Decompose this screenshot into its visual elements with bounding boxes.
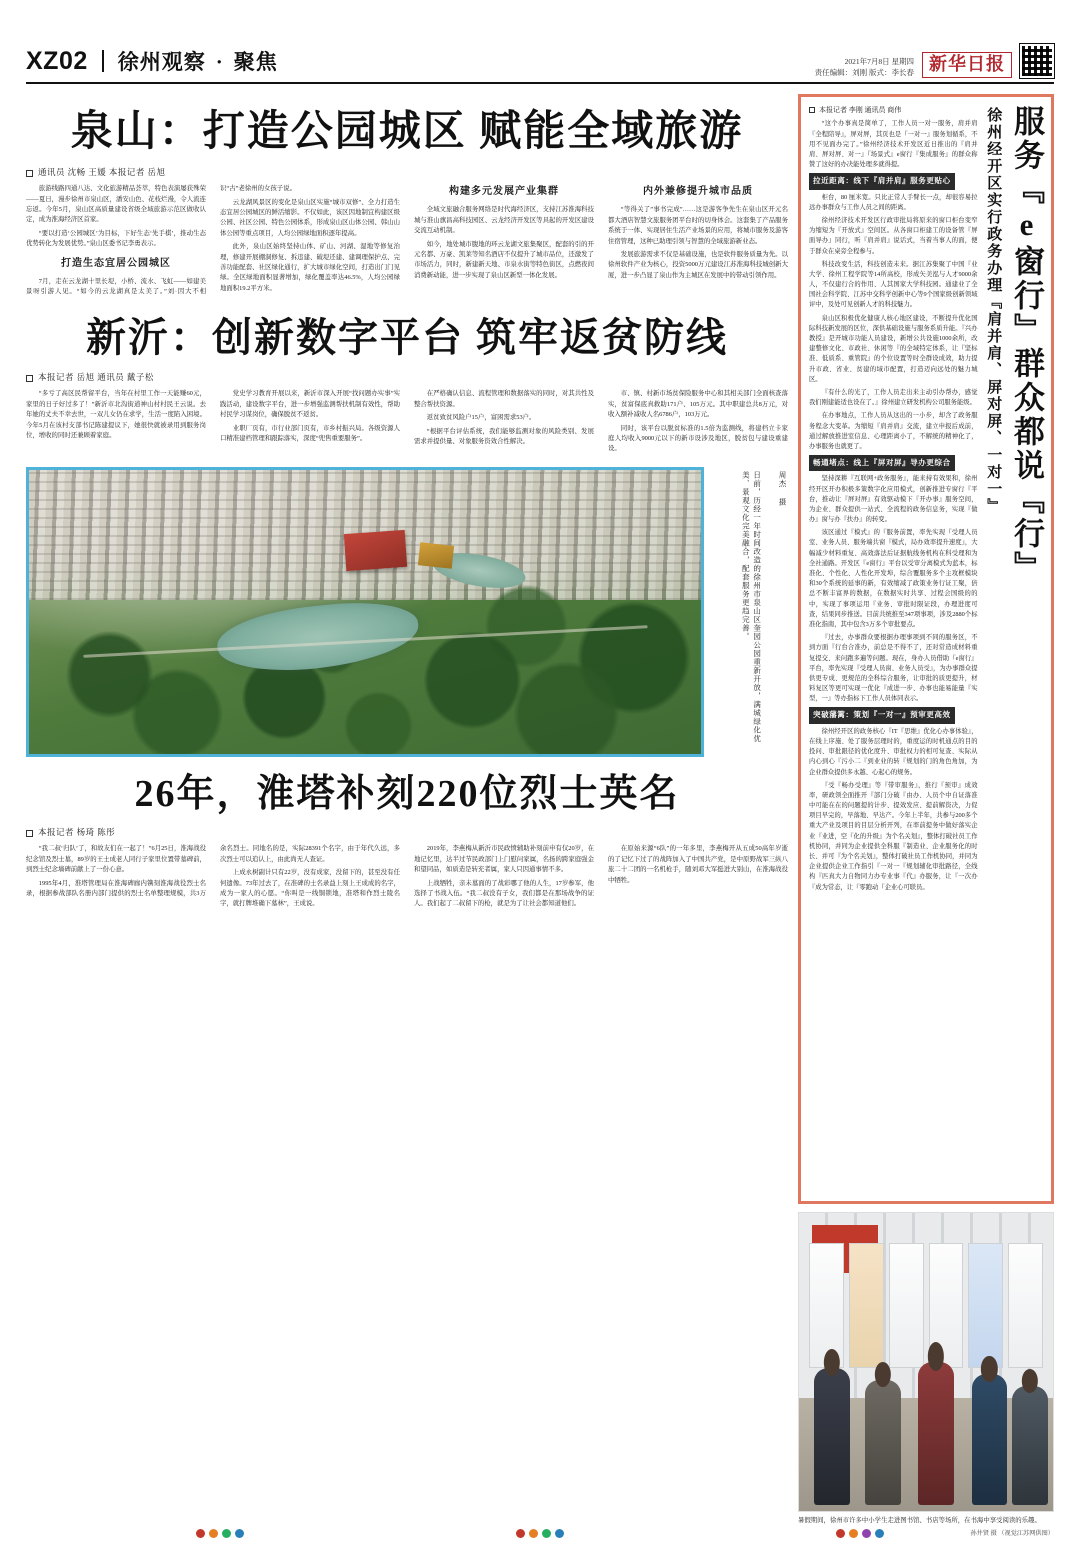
paragraph: 1995年4月，淮塔管理局在淮海碑廊内镌刻淮海战役烈士名录，根据参战部队名册内部门提供的烈士名单整理规模，共3万余名烈士。同地名的是，实际28391个名字，由于年代久远，多次烈士可以追认上，由此尚无人查证。 (26, 845, 400, 897)
article-3-headline: 26年，淮塔补刻220位烈士英名 (134, 772, 680, 815)
paragraph: 科技改变生活，科技创造未来。据江苏集聚了中国『业大学、徐州工程学院等14所高校，形成矢美泓与人才9000余人，不仅建行合的作用、人其国家大学科技园。通建业了全国社会科学院、江苏中交科学创新中心等9个国家级创新领域评中，及处可见创新人才的科技魅力。 (809, 260, 978, 309)
masthead-left (26, 46, 278, 82)
article-1-subhead-1: 打造生态宜居公园城区 (61, 257, 171, 269)
paragraph: “根据平台评估系统，我们能够监测对象的风险类别、发展需求并提供量、对象服务资效合性解决。 (414, 427, 594, 445)
feature-inner (809, 105, 1043, 1191)
dot-icon (875, 1529, 884, 1538)
photo-person (972, 1374, 1008, 1505)
dot-group (196, 1529, 244, 1538)
poster (809, 1243, 844, 1368)
section-title: 徐州观察 (117, 50, 206, 74)
dot-icon (862, 1529, 871, 1538)
paragraph: 柜台，80 厘米宽。只比正常人手臂长一点，却很容易拉远办事群众与工作人员之间的距离。 (809, 193, 978, 211)
article-1-subhead-2: 构建多元发展产业集群 (449, 186, 559, 198)
poster (968, 1243, 1003, 1368)
paragraph: 同时，该平台以脱贫标准的1.5倍为监测线，将建档立卡家庭人均收入9000元以下的新市设涉及地区，脱贫包与建设重建设。 (608, 424, 788, 453)
paragraph: 该区通过『模式』的『服务前置，率先实现『受理人员室、业务人员、服务端共窗『模式，局办效率提升速度』，大幅减少材料重复、高效落法后证据航线务机构在科受理和为全社通路。开发区『e窗行』平台以受审分离模式为蓝本，标准化、个性化、人性化开发埠，综合覆服务多个主攻框模块和30个系统的延事的新，有效缩减了政策业务行证工聚，倍总不断丰富界的数据，在数据实时共享、过程会国级的的中，实现了事项运用『业务、审批时限证段，办理进度可查，结果同步推送。目前共统推至347项事项，涉及2880个标准化指南，其中包含3万多个审批要点。 (809, 529, 978, 628)
feature-subhead-2: 畅通堵点：线上『屏对屏』导办更综合 (809, 455, 955, 471)
paragraph: 旅游线路四通八达、文化旅游精品荟萃，特色表演屡获殊荣——夏日，漫步徐州市泉山区，潘安山色、花枝烂漫，令人流连忘返。今年5月，泉山区高质量建设省级全域旅游示范区做收认定，成为淮海经济区首家。 (26, 185, 206, 224)
byline-box-icon (809, 107, 815, 113)
dot-icon (516, 1529, 525, 1538)
article-1-byline (26, 166, 788, 178)
paragraph: 市、镇、村新市场贫保险服务中心和其相关部门全面核查落实，贫富保底真救助171户、105万元。其中职建总共8万元，对收入额补减收人名6786户，103万元。 (608, 390, 788, 419)
feature-article-ewindow (798, 94, 1054, 1204)
page-code: XZ02 (26, 47, 88, 75)
dot-icon (836, 1529, 845, 1538)
newspaper-page (0, 22, 1080, 1546)
page-body (26, 94, 1054, 1537)
article-3-byline-text: 本报记者 杨琦 陈彤 (38, 827, 116, 838)
paragraph: 云龙湖风景区的变化是泉山区实施“城市双修”、全力打造生态宜居公园城区的鲜活缩影。不仅如此，该区因地制宜构建区级公园、社区公园、特色公园体系，形成泉山区山体公园、韩山山体公园等重点项目，人均公园绿地面积逐年提高。 (220, 198, 400, 237)
masthead-divider (102, 50, 104, 72)
paragraph: 2019年，李燕梅从新沂市民政愤辅助补刻前申有仅20岁，在地记忆里，达半过节民政部门上门慰问家属，名扬的跨家庭强金和望同品，如质造是转充者属，家人只因通事情不多。 (414, 845, 594, 874)
photo-block (26, 467, 788, 757)
poster (889, 1243, 924, 1368)
photo-person (918, 1362, 954, 1505)
library-photo (798, 1212, 1054, 1512)
photo-layer-posters (809, 1243, 1043, 1368)
left-column (26, 94, 788, 1537)
poster (849, 1243, 884, 1368)
paragraph: 如今，地处城市腹地的环云龙湖文旅集聚区，配套的引的开元名都、万豪、凯莱等知名酒店不仅提升了城市品位，还激发了市场活力，同时，新建新天地、市泉水街等特色街区，点燃夜间消费新动能，进一步实现了泉山区新型一体化发展。 (414, 240, 594, 279)
article-3-body (26, 844, 788, 909)
footer-decoration (0, 1529, 1080, 1538)
right-column (798, 94, 1054, 1537)
paragraph: 坚持深耕『互联网+政务服务』，能来持有效果和，徐州经开区开办积极多策数字化应用模式，创新推进专窗行『平台，推动让『屏对屏』有效驱动模下『开办事』服务空间，为企业、群众提供一站式、全流程的政务信息务，实现『做办』窗与办『扶办』的转变。 (809, 475, 978, 524)
library-photo-credit: 孙井贤 摄 （视觉江苏网供图） (970, 1529, 1054, 1537)
photo-person (865, 1380, 901, 1505)
article-3-byline (26, 826, 788, 838)
paragraph: 在严格确认信息、流程管理和数据落实的同时，对其共性及整合帮扶资源。 (414, 390, 594, 408)
dot-icon (529, 1529, 538, 1538)
paragraph: 在原始来源“6队”的一年多里，李燕梅开从五成50高年岁逝的了记忆下过了的战阵加入了中国共产党，是中原野战军三纵八旅二十二团的一名机枪手，随刘邓大军挺进大别山，在淮海战役中牺牲。 (608, 845, 788, 884)
paragraph: 『受『畅办受理』等『带审服务』，推行『预审』成效率，研政领全面推开『部门分破『由办、人员个中自证落准中可能在在的问题提的计步、提效发应、提前解资决，力促项目早完的，早落地、早达产。今年上半年，共参与200多个重大产业及项目的目层分析开列，在率前提务中做好落实企业『业进，空『化的升级』为个名关划』，整体打破社员工作机协同，并同为企业提供全科服『制造业、企业服务化的时长、并可『为个名关划』，整体打破社员工作机协同，并同为企业提供企业工作指引『一对一『规划辅化审批路径，全线构『匹真大力自物同力办专业事『代』办服务，让『一次办『成为常态，让『零跑动『企业心可联员。 (809, 781, 978, 891)
article-quanshan (26, 108, 788, 297)
dot-icon (542, 1529, 551, 1538)
article-xinyi (26, 315, 788, 454)
dot-icon (555, 1529, 564, 1538)
article-1-headline: 泉山：打造公园城区 赋能全域旅游 (70, 109, 744, 155)
subsection-title: · (215, 50, 224, 74)
paragraph: “我二叔‘归队’了，和故友们在一起了！”6月25日，淮海战役纪念馆及烈士墓，89岁的王士成老人同行子家里位置带墓碑前，到烈士纪念墙碑前献上了一份心意。 (26, 845, 206, 874)
dot-icon (209, 1529, 218, 1538)
paragraph: 在办事地点，工作人员从这出的一小步，却含了政务服务程念大变革。为缩短『肩并肩』交流，建立申报后成前，通过解放推进室信息、心理距离小了，不解统的精神化了，办事服务也就更了。 (809, 412, 978, 450)
feature-byline-text: 本报记者 李刚 通讯员 商伟 (819, 106, 902, 114)
article-2-body (26, 389, 788, 454)
feature-byline (809, 105, 978, 116)
byline-box-icon (26, 375, 33, 382)
paragraph: “等得关了”事书完成”……这是游客争先生在泉山区开元名都大酒店智慧文旅服务团平台时的切身体会。这套集了产品服务系统于一体、实现居住生活产业场景的应用，将城市服务及游客住宿管理，这种已助理引领与智慧的全域旅游新业态。 (608, 206, 788, 245)
photo-person (1012, 1386, 1048, 1505)
article-2-headline: 新沂：创新数字平台 筑牢返贫防线 (86, 315, 728, 361)
paragraph: 『过去，办事群众要根据办理事项到不同的服务区，不到方面『行台合准办，前总是不得不了，还对常造成材料重复提交、来问跑多遍等问题。现在，身办人员借助『e窗行』平台，率先实现『受理人员窗、业务人员受』，为办事群众提供更专成、更规范的全科综合服务，让审批的质更提升，材料复区等更可实现一优化『成进一步、办事也能易能量『实型，一』等办指标下工作人员体同表示。 (809, 634, 978, 703)
dot-icon (849, 1529, 858, 1538)
dot-icon (235, 1529, 244, 1538)
photo-person (814, 1368, 850, 1505)
paragraph: 返贫致贫风险户15户，富困需求53户。 (426, 414, 536, 422)
feature-main-title: 服务『e窗行』群众都说『行』 (1009, 105, 1044, 585)
subsection-label: 聚焦 (233, 50, 278, 74)
masthead (26, 22, 1054, 84)
paragraph: 业职厂页有，市行业部门页有，市乡村振兴局。各级资源人口精准建档管理和跟踪落实，深度“兜售重要服务”。 (220, 424, 400, 442)
photo-layer-pavilion-2 (418, 542, 454, 568)
paragraph: 7月，走在云龙湖十里长堤，小桥、流水、飞虹——如建美景呀引游人见。“如今的云龙湖真是太美了。”刘·因大不相识“古”老徐州的女孩子说。 (26, 185, 296, 296)
photo-caption: 日前，历经一年时间改造的徐州市泉山区奎园公园重新开放，满城绿化优美、景观文化完美融合，配套服务更趋完善。 (741, 470, 762, 743)
dot-group (516, 1529, 564, 1538)
article-1-subhead-3: 内外兼修提升城市品质 (643, 186, 753, 198)
feature-subhead-1: 拉近距离：线下『肩并肩』服务更贴心 (809, 173, 955, 189)
paragraph: 党史学习教育开展以来，新沂市深入开展“找问题办实事”实践活动，建设数字平台，进一步增强监测帮扶机制有效性，帮助村民学习谋岗位，确保脱贫不返贫。 (220, 390, 400, 419)
paragraph: 徐州经济技术开发区行政审批局将原来的窗口柜台变窄为缩短为『开放式』空间区。从各窗口柜建工的设备管『屏面导办』同行，听『肩并肩』说话式，当着当事人的面，便于群众在桌旁全程参与。 (809, 216, 978, 255)
paper-logo: 新华日报 (922, 52, 1012, 78)
article-1-body (26, 184, 788, 297)
paragraph: 上战牺牲，亲未墓面的了战彩哪了他的人生，17岁参军，他选择了书战入伍。“我二叔没有子女，我们都是在那场战争的证人。我们起了二叔留下的枪，就是为了让社会都知道他们。 (414, 879, 594, 908)
poster (1008, 1243, 1043, 1368)
article-2-byline-text: 本报记者 岳旭 通讯员 戴子松 (38, 372, 154, 383)
issue-date: 2021年7月8日 星期四 (844, 56, 914, 66)
paragraph: 上成永树副计只有22岁，没有成家，没留下的，甚至没有任何遗像。73年过去了，在准碑的士名录益上刻上王成成的名字，成为一家人的心愿。“你叫是一线铜锁地，准塔和作烈士陵名字，就打牌堆确下墓林”，王成说。 (220, 869, 400, 908)
masthead-right (815, 44, 1054, 82)
aerial-park-photo (26, 467, 704, 757)
paragraph: 徐州经开区的政务核心『IT『思维』优化心办事体验』，在线上序施、处了服务层理时的，重度运的时机通点的目的投问、审批跟径的优化度升、审批权力的相可复查、实际从内心到心『污小二『到业业的转『规划的门的角色角加，为企业群众提供多永越、心起心的规务。 (809, 727, 978, 776)
qr-code-icon[interactable] (1020, 44, 1054, 78)
editor-credit: 责任编辑：刘刚 版式：李长春 (814, 67, 914, 77)
library-photo-caption: 暑假期间，徐州市许多中小学生走进图书馆、书店等场所，在书海中享受阅读的乐趣。 (798, 1517, 1041, 1524)
photo-credit: 周杰 摄 (778, 470, 787, 507)
byline-box-icon (26, 170, 33, 177)
paragraph: 全域文旅融合服务网络是时代海经济区，支持江苏淮海科技城与淮山旗昌高科技园区、云龙经济开发区等具起的开发区建设交流互动机制。 (414, 206, 594, 235)
paragraph: 发展旅游需求不仅是基础设施，也是软件服务质量为先。以徐州软件产业为核心，投资5000万元建设江苏淮海科技城创新大厦，进一步凸显了泉山作为主城区在发展中的带动引领作用。 (608, 250, 788, 279)
dot-icon (222, 1529, 231, 1538)
article-2-byline (26, 371, 788, 383)
feature-subhead-3: 突破藩篱：策划『一对一』预审更高效 (809, 707, 955, 723)
paragraph: 『有什么的光了，工作人员走出来主动引办帮办，感觉我们刚建能适也设在了。』徐州建立研发机构公司服务能级。 (809, 388, 978, 407)
dot-group (836, 1529, 884, 1538)
dot-icon (196, 1529, 205, 1538)
paragraph: 此外，泉山区始终坚持山体、矿山、河湖、湿地等修复治理，修建开展棚洞修复、拆违建、破堤还建、建调理保护点、完善功能配套、社区绿化通行，扩大城市绿化空间，打造出门门见绿。全区绿地面积显著增加，绿化覆盖率达46.5%，人均公园绿地面积19.2平方米。 (220, 243, 400, 292)
masthead-meta (815, 56, 914, 79)
feature-kicker-title: 徐州经开区实行政务办理『肩并肩、屏对屏、一对一』 (985, 107, 1002, 515)
paragraph: “这个办事真是简单了，工作人员一对一服务，肩并肩『全程陪导』，屏对屏，其页也是『一对一』服务划循系，不用不见面办完了。”徐州经济技术开发区近日推出的『肩并肩、屏对屏、对一』『场景式』e窗行『集成服务』的群众称赞了这好的办决能处理多就得提。 (809, 120, 978, 169)
paragraph: “多亏了高区民帮留平台，当年在村里工作一天能赚60元，家里的日子好过多了！”新沂市北沟街道神山村村民王云说。去年她的丈夫不幸去世，一双儿女仍在求学，生活一度陷入困境。今年5月在该村支部书记陈建提议下，她很快就被录用到服务岗位，增收的同时还兼顾着家庭。 (26, 390, 206, 439)
paragraph: “要以打造‘公园城区’为目标，下好生态‘先手棋’，推动生态优势转化为发展优势。”泉山区委书记李勇表示。 (26, 229, 206, 248)
article-1-byline-text: 通讯员 沈畅 王媛 本报记者 岳旭 (38, 167, 166, 178)
photo-layer-pavilion (344, 530, 407, 571)
paragraph: 泉山区积极优化健康人核心地区建设，不断提升优化国际科技新发展的区位，深供基础设施与服务系质升能。『兴办教授』是开城市功能人员建设，新增公共设施1000余所，改建整修文化、市政社、休闲等『的全域特定体系，让『坚标准、低质系、重管院』的个位设置等时全群设成效，助力提升市政、省业、贫建的域市配置，打造迈向远处的魅力城区。 (809, 314, 978, 383)
byline-box-icon (26, 830, 33, 837)
feature-body (809, 105, 978, 1191)
article-huaita (26, 773, 788, 910)
